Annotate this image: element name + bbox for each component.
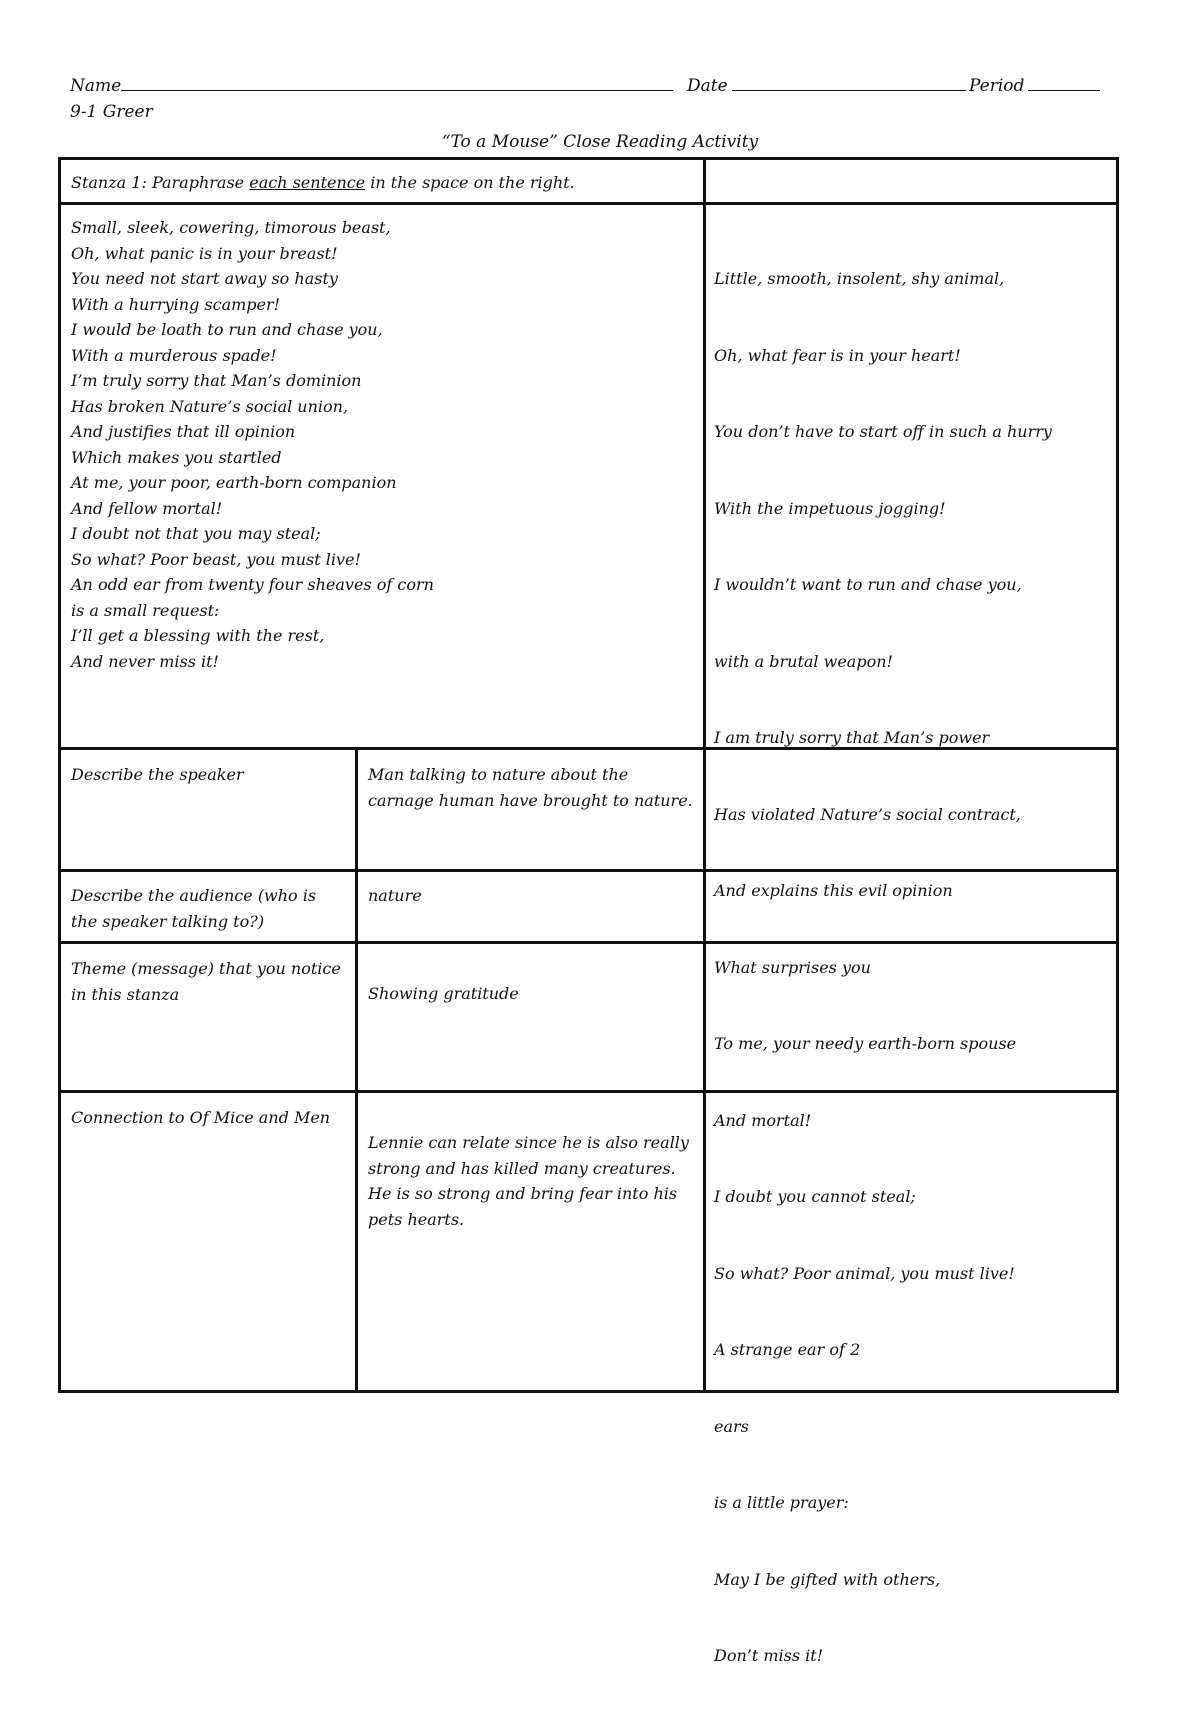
original-line: I doubt not that you may steal; (71, 524, 321, 543)
name-field[interactable] (70, 74, 673, 96)
original-line: Has broken Nature’s social union, (71, 396, 349, 416)
paraphrase-line: is a little prayer: (714, 1493, 849, 1512)
audience-answer[interactable]: nature (368, 886, 422, 905)
original-line: I would be loath to run and chase you, (71, 320, 383, 339)
period-label: Period (969, 76, 1025, 96)
paraphrase-line: I wouldn’t want to run and chase you, (714, 575, 1022, 594)
paraphrase-line: Don’t miss it! (714, 1646, 824, 1665)
original-line: And never miss it! (71, 651, 219, 671)
instruction-underlined: each sentence (249, 173, 366, 192)
theme-prompt: Theme (message) that you notice in this stanza (71, 959, 341, 1004)
header-fields (70, 74, 1105, 98)
speaker-extra-cell[interactable] (706, 750, 1116, 869)
paraphrase-line: ears (714, 1416, 749, 1436)
paraphrase-line: I doubt you cannot steal; (714, 1187, 916, 1206)
close-reading-table (58, 157, 1119, 1665)
date-blank[interactable] (732, 74, 966, 91)
paraphrase-line: And explains this evil opinion (714, 881, 953, 900)
paraphrase-cell[interactable] (706, 205, 1116, 1665)
paraphrase-line: So what? Poor animal, you must live! (714, 1263, 1015, 1283)
original-line: With a hurrying scamper! (71, 294, 281, 314)
instruction-text-post: in the space on the right. (365, 173, 575, 192)
original-line: And fellow mortal! (71, 498, 223, 518)
audience-prompt: Describe the audience (who is the speaker talking to?) (71, 886, 317, 931)
paraphrase-line: A strange ear of 2 (714, 1340, 861, 1359)
original-line: Which makes you startled (71, 447, 282, 467)
theme-answer[interactable]: Showing gratitude (368, 984, 519, 1003)
name-label: Name (70, 76, 122, 96)
original-stanza (61, 205, 703, 747)
date-field[interactable] (687, 74, 966, 96)
speaker-prompt: Describe the speaker (71, 765, 244, 784)
page-title: “To a Mouse” Close Reading Activity (441, 132, 759, 152)
connection-answer[interactable]: Lennie can relate since he is also really strong and has killed many creatures. He is so strong and bring fear into his pets hearts. (368, 1133, 689, 1229)
original-line: An odd ear from twenty four sheaves of corn (71, 575, 434, 594)
class-line: 9-1 Greer (70, 102, 153, 122)
original-line: At me, your poor, earth-born companion (71, 473, 397, 492)
theme-extra-cell[interactable] (706, 944, 1116, 1090)
instruction-text-pre: Stanza 1: Paraphrase (71, 173, 250, 192)
original-line: You need not start away so hasty (71, 269, 338, 288)
paraphrase-line: With the impetuous jogging! (714, 498, 946, 518)
paraphrase-line: To me, your needy earth-born spouse (714, 1034, 1017, 1053)
date-label: Date (687, 76, 728, 96)
paraphrase-line: What surprises you (714, 957, 871, 977)
paraphrase-line: May I be gifted with others, (714, 1569, 941, 1589)
paraphrase-line: And mortal! (714, 1110, 812, 1130)
connection-extra-cell[interactable] (706, 1093, 1116, 1390)
paraphrase-line: Has violated Nature’s social contract, (714, 804, 1021, 824)
paraphrase-line: Little, smooth, insolent, shy animal, (714, 269, 1005, 288)
speaker-answer[interactable]: Man talking to nature about the carnage human have brought to nature. (368, 765, 693, 810)
original-line: With a murderous spade! (71, 345, 277, 365)
paraphrase-line: You don’t have to start off in such a hurry (714, 422, 1052, 441)
original-line: So what? Poor beast, you must live! (71, 549, 361, 569)
connection-prompt: Connection to Of Mice and Men (71, 1108, 331, 1127)
audience-extra-cell[interactable] (706, 872, 1116, 941)
original-line: And justifies that ill opinion (71, 422, 296, 441)
original-line: I’m truly sorry that Man’s dominion (71, 371, 362, 390)
paraphrase-line: Oh, what fear is in your heart! (714, 345, 961, 365)
paraphrase-line: I am truly sorry that Man’s power (714, 728, 990, 747)
period-blank[interactable] (1028, 74, 1100, 91)
original-line: Small, sleek, cowering, timorous beast, (71, 218, 391, 237)
paraphrase-line: with a brutal weapon! (714, 651, 893, 671)
stanza-instruction (61, 160, 703, 202)
original-line: Oh, what panic is in your breast! (71, 243, 338, 263)
original-line: is a small request: (71, 600, 220, 620)
name-blank[interactable] (121, 74, 673, 91)
original-line: I’ll get a blessing with the rest, (71, 626, 325, 645)
period-field[interactable] (969, 74, 1100, 96)
instruction-blank-cell[interactable] (706, 160, 1116, 202)
